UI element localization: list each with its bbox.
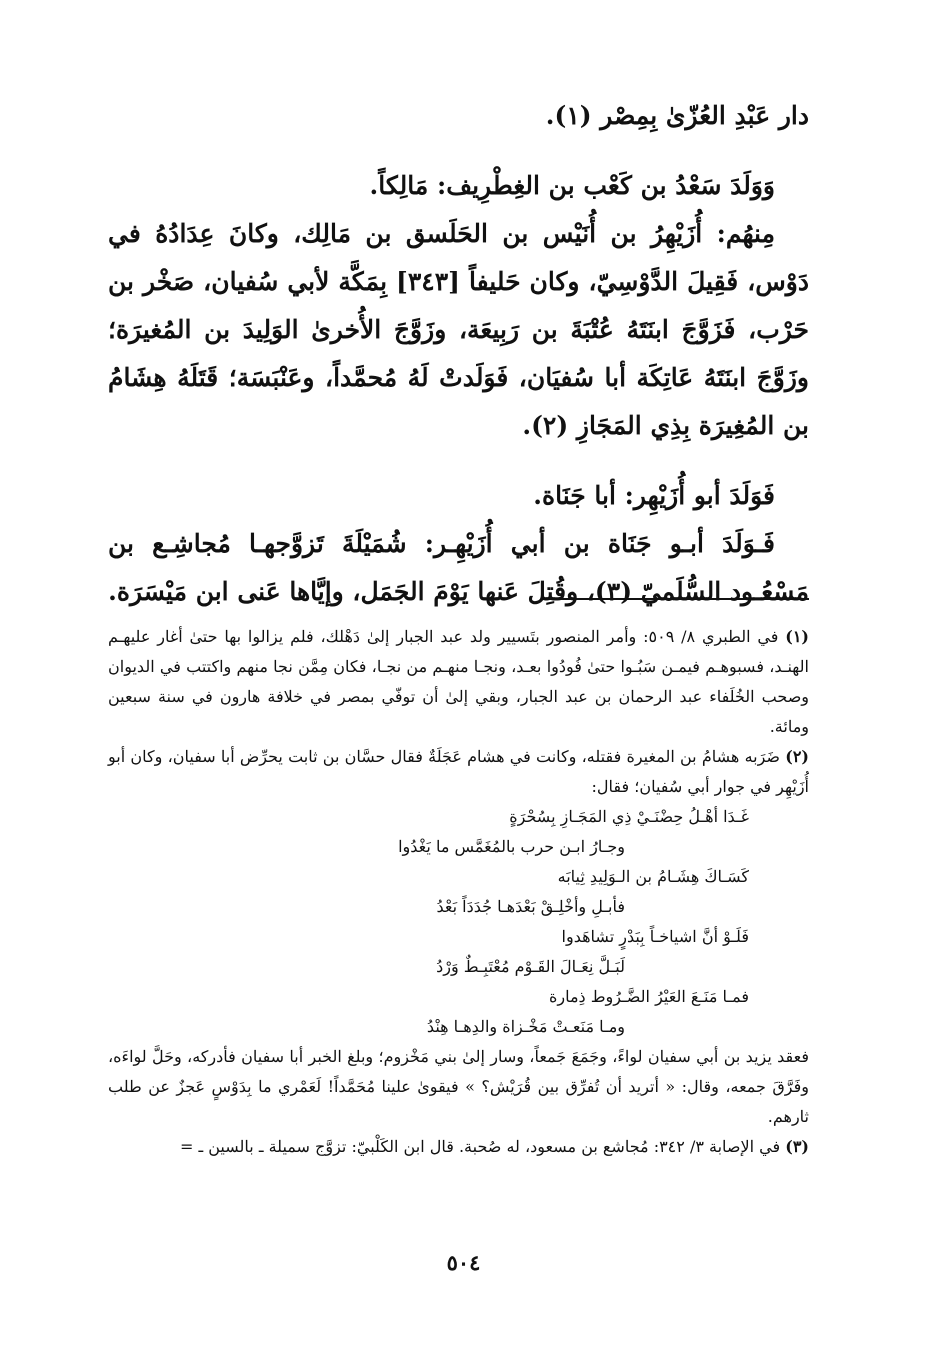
footnote-1 [108, 622, 809, 742]
footnote-2-text: ضَرَبه هشامُ بن المغيرة فقتله، وكانت في هشام عَجَلَةٌ فقال حسَّان بن ثابت يحرِّض أبا سفيان، وكان أبو أُزَيْهِر في جوار أبي سُفيان؛ فقال: [108, 747, 809, 796]
footnote-2-number: (٢) [785, 747, 809, 766]
footnote-1-number: (١) [785, 627, 809, 646]
main-text [108, 92, 809, 616]
footnotes [108, 622, 809, 1162]
footnote-divider [547, 598, 809, 600]
footnote-3-number: (٣) [785, 1137, 809, 1156]
poem-line: ومـا مَنَعـتْ مَخْـزاة والدِهـا هِنْدُ [426, 1017, 625, 1036]
poem-line: فَلَـوْ أنَّ اشياخـاً بِبَدْرٍ تشاهَدوا [561, 927, 749, 946]
footnote-2-continuation: فعقد يزيد بن أبي سفيان لواءً، وجَمَعَ جَمعاً، وسار إلىٰ بني مَخْزوم؛ وبلغ الخبر أبا سفيان فأدركه، وحَلَّ لواءَه، وفَرَّقَ جمعه، وقال: « أتريد أن تُفرِّق بين قُرَيْش؟ » فيقوىٰ علينا مُحَمَّداً! لَعَمْري ما بِدَوْسٍ عَجزٌ عن طلب ثارهم. [108, 1047, 810, 1126]
poem-line: وجـارُ ابـن حرب بالمُغَمَّس ما يَغْدُوا [398, 837, 625, 856]
poem-line: فمـا مَنَـعَ العَيْرُ الضَّـرُوط ذِمارة [548, 987, 749, 1006]
paragraph-2: وَوَلَدَ سَعْدُ بن كَعْب بن الغِطْرِيف: مَالِكاً. [369, 171, 775, 200]
poem-line: غَـدَا أهْـلُ حِضْنَـيْ ذِي المَجَـازِ بِسُحْرَةٍ [509, 807, 749, 826]
paragraph-1: دار عَبْدِ العُزّىٰ بِمِصْر (١). [545, 101, 809, 130]
footnote-3-text: في الإصابة ٣/ ٣٤٢: مُجاشع بن مسعود، له صُحبة. قال ابن الكَلْبيّ: تزوَّج سميلة ـ بالسين ـ = [179, 1137, 781, 1156]
poem [108, 802, 809, 1042]
paragraph-3: مِنهُم: أُزَيْهِرُ بن أُنَيْس بن الحَلَسق بن مَالِك، وكانَ عِدَادُهُ في دَوْس، فَقِيلَ الدَّوْسِيّ، وكان حَليفاً [٣٤٣] بِمَكَّة لأبي سُفيان، صَخْر بن حَرْب، فَزَوَّجَ ابنَتَهُ عُتْبَةَ بن رَبِيعَة، وزَوَّجَ الأُخرىٰ الوَلِيدَ بن المُغيرَة؛ وزَوَّجَ ابنَتَهُ عَاتِكَة أبا سُفيَان، فَوَلَدتْ لَهُ مُحمَّداً، وعَنْبَسَة؛ قَتَلَهُ هِشَامُ بن المُغِيرَة بِذِي المَجَازِ (٢). [108, 219, 809, 440]
paragraph-5: فَـوَلَدَ أبـو جَنَاة بن أبي أُزَيْهِـر: شُمَيْلَةَ تَزوَّجهـا مُجاشِـع بن مَسْعُـود السُّلَميّ (٣)، وقُتِلَ عَنها يَوْمَ الجَمَل، وإيَّاها عَنى ابن مَيْسَرَة. [108, 529, 809, 606]
page-number: ٥٠٤ [446, 1250, 481, 1275]
footnote-3 [108, 1132, 809, 1162]
footnote-2 [108, 742, 809, 802]
poem-line: لَبَـلَّ نِعَـالَ القَـوْم مُعْتَبِـطٌ وَرْدُ [436, 957, 625, 976]
poem-line: فأبـلِ وأخْلِـقْ بَعْدَهـا جُدَدَاً بَعْدُ [436, 897, 625, 916]
footnote-1-text: في الطبري ٨/ ٥٠٩: وأمر المنصور بتَسيير ولد عبد الجبار إلىٰ دَهْلك، فلم يزالوا بها حتىٰ أغار عليهـم الهنـد، فسبوهـم فيمـن سَبُـوا حتىٰ فُودُوا بعـد، ونجـا منهـم من نجـا، فكان مِمَّن نجا منهم واكتتب في الديوان وصحب الخُلَفاء عبد الرحمان بن عبد الجبار، وبقي إلىٰ أن توفّي بمصر في خلافة هارون في سنة سبعين ومائة. [108, 627, 810, 736]
paragraph-4: فَوَلَدَ أبو أُزَيْهِر: أبا جَنَاة. [533, 481, 775, 510]
poem-line: كَسَـاكَ هِشَـامُ بن الـوَلِيدِ ثِيابَه [557, 867, 749, 886]
